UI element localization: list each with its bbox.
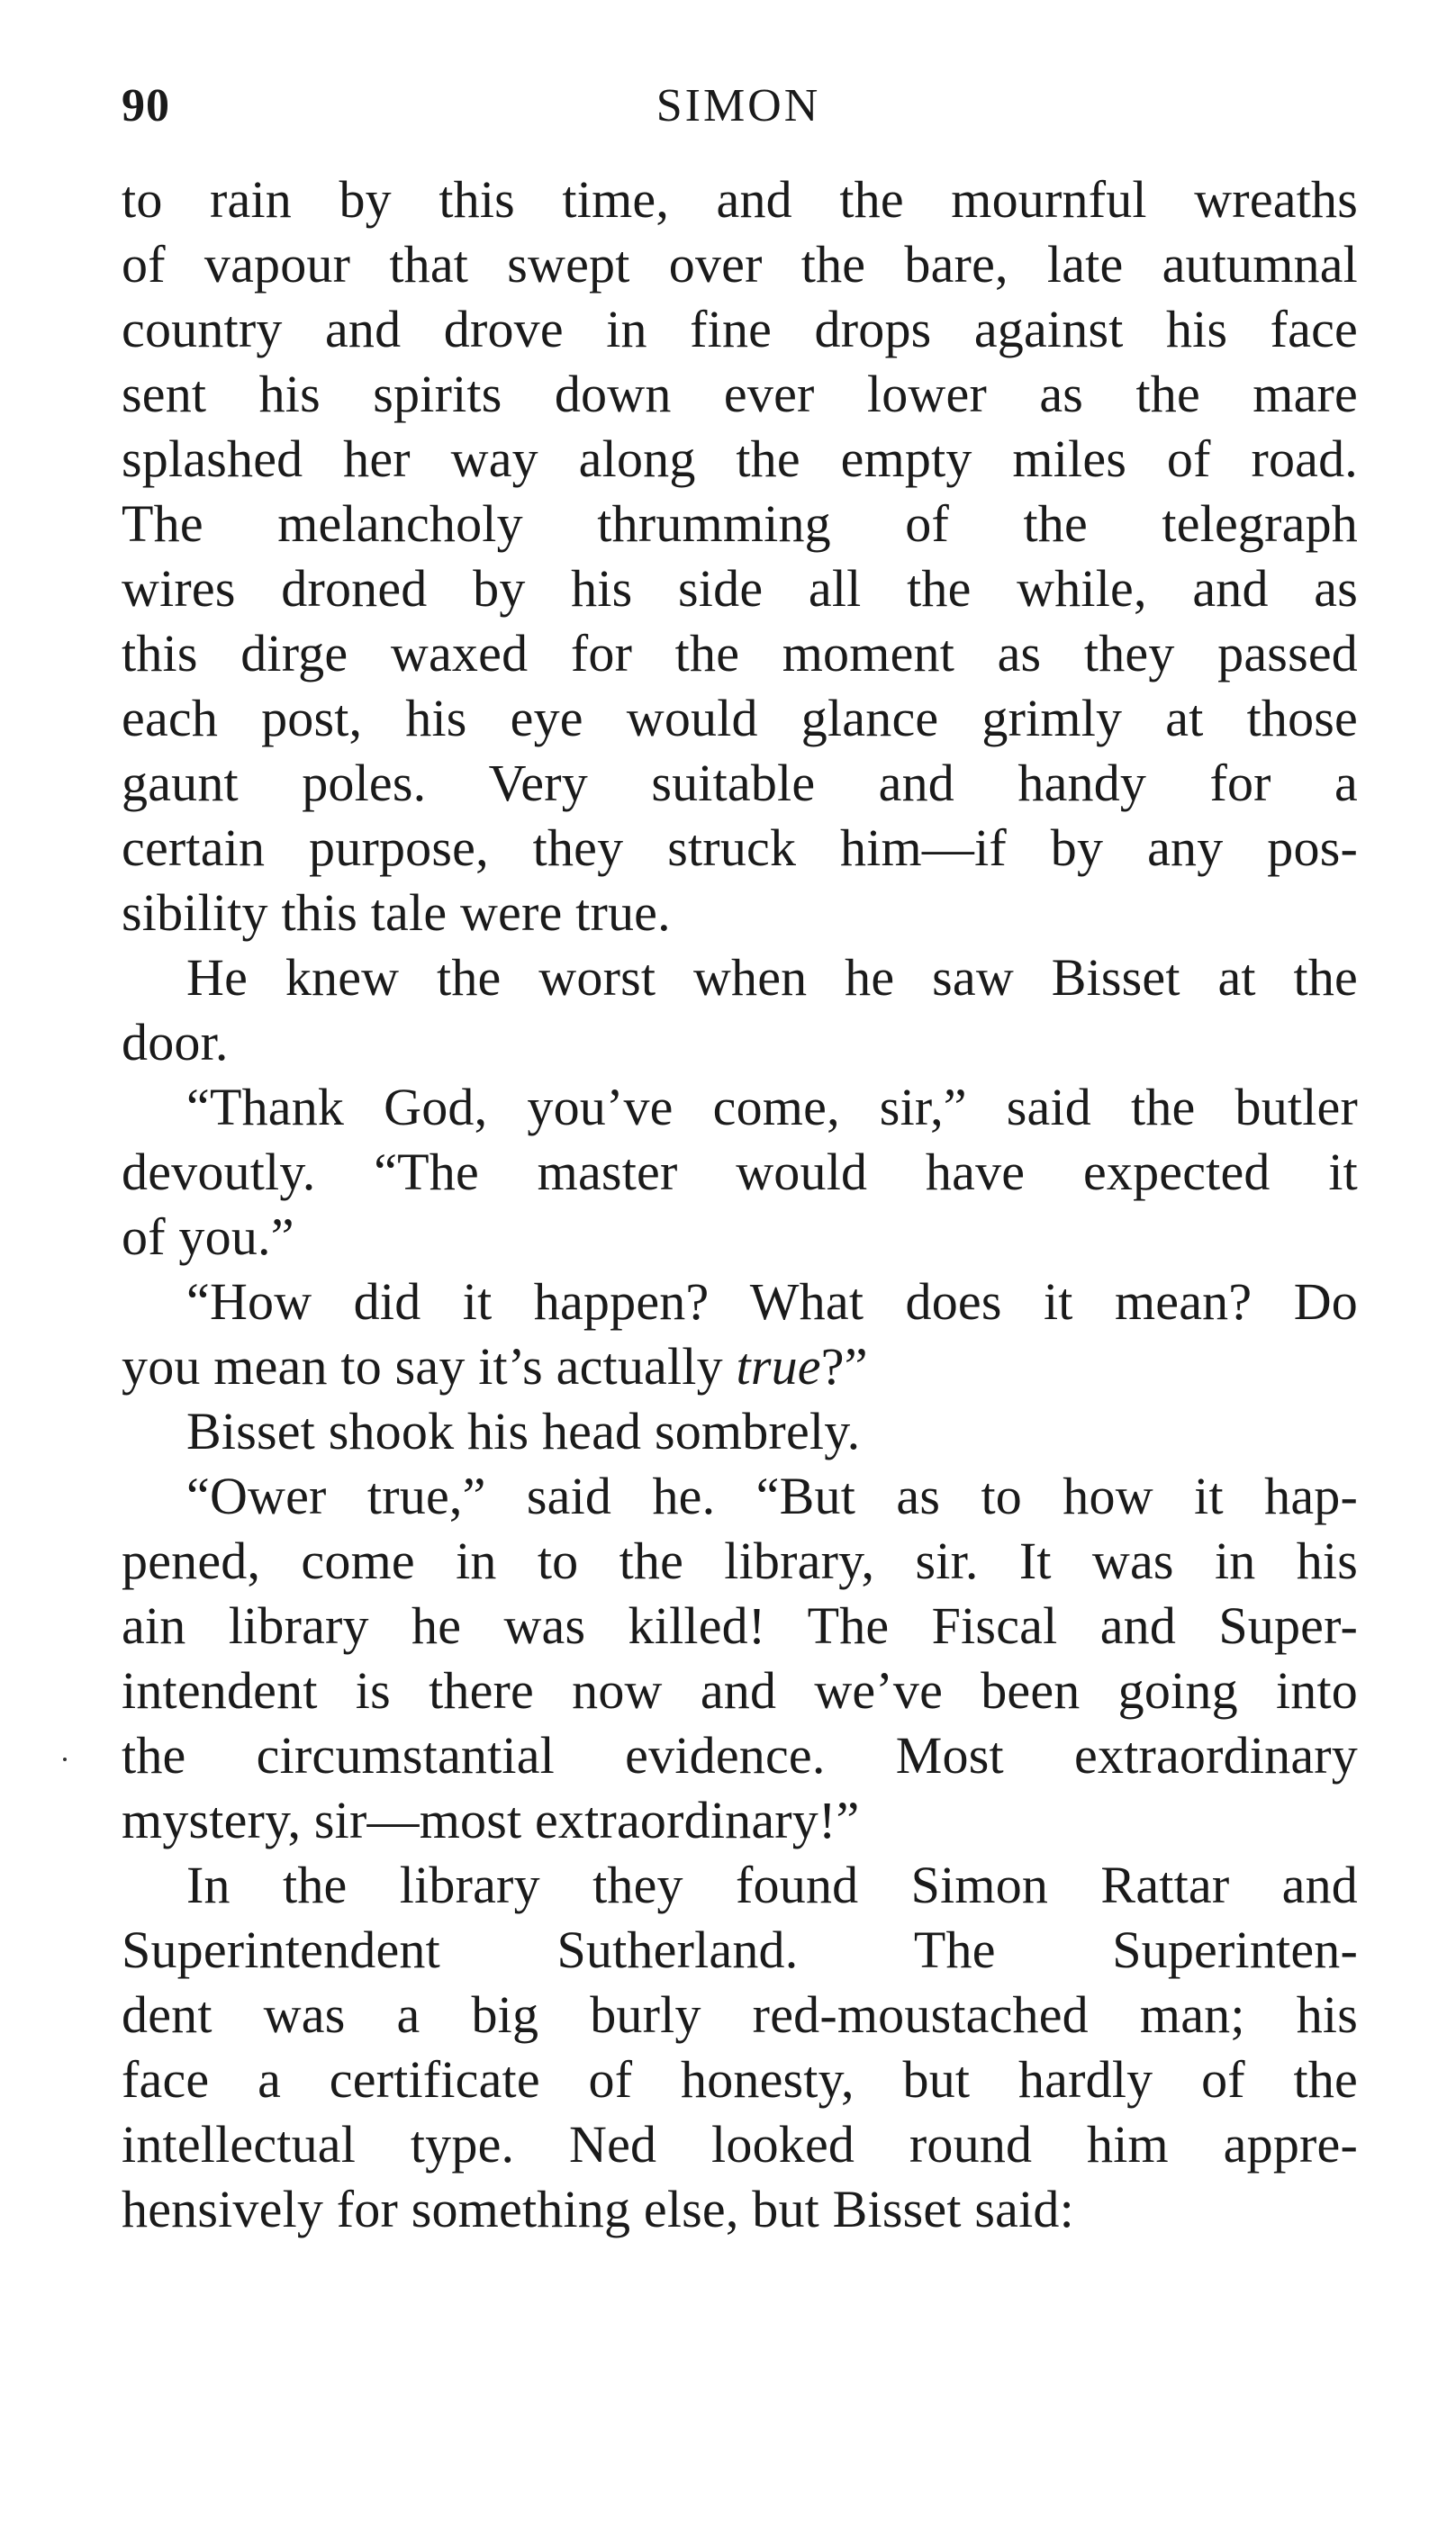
paragraph-end-line: of you.”	[122, 1207, 294, 1266]
text-line: of vapour that swept over the bare, late autumnal	[122, 235, 1358, 294]
emphasized-word: true	[736, 1337, 821, 1396]
paragraph-start-line: “Thank God, you’ve come, sir,” said the butler	[186, 1078, 1358, 1136]
text-line: splashed her way along the empty miles of road.	[122, 429, 1358, 488]
line-text-before: you mean to say it’s actually	[122, 1337, 737, 1396]
text-line: to rain by this time, and the mournful wreaths	[122, 170, 1358, 229]
paragraph-end-line	[122, 1334, 1358, 1399]
text-line: country and drove in fine drops against his face	[122, 300, 1358, 358]
paragraph-line: Bisset shook his head sombrely.	[186, 1402, 861, 1460]
stray-ink-mark	[63, 1758, 67, 1761]
text-line: The melancholy thrumming of the telegraph	[122, 494, 1358, 553]
running-head	[122, 79, 1355, 142]
text-line: dent was a big burly red-moustached man; his	[122, 1985, 1358, 2044]
text-line: the circumstantial evidence. Most extraordinary	[122, 1726, 1358, 1785]
text-line: wires droned by his side all the while, and as	[122, 559, 1358, 618]
paragraph-start-line: “How did it happen? What does it mean? Do	[186, 1272, 1358, 1331]
paragraph-start-line: In the library they found Simon Rattar and	[186, 1856, 1358, 1914]
text-line: gaunt poles. Very suitable and handy for a	[122, 754, 1358, 812]
text-line: ain library he was killed! The Fiscal and Super-	[122, 1596, 1358, 1655]
text-line: Superintendent Sutherland. The Superinten-	[122, 1921, 1358, 1979]
text-line: certain purpose, they struck him—if by any pos-	[122, 818, 1358, 877]
text-line: intendent is there now and we’ve been going into	[122, 1661, 1358, 1720]
text-line: face a certificate of honesty, but hardly of the	[122, 2050, 1358, 2109]
body-text	[122, 167, 1358, 2242]
paragraph-end-line: door.	[122, 1013, 229, 1071]
page-number: 90	[122, 80, 170, 131]
paragraph-start-line: “Ower true,” said he. “But as to how it hap-	[186, 1467, 1358, 1525]
text-line: hensively for something else, but Bisset said:	[122, 2180, 1074, 2238]
text-line: devoutly. “The master would have expected it	[122, 1143, 1358, 1201]
paragraph-end-line: mystery, sir—most extraordinary!”	[122, 1791, 860, 1849]
text-line: sent his spirits down ever lower as the mare	[122, 365, 1358, 423]
text-line: pened, come in to the library, sir. It was in his	[122, 1532, 1358, 1590]
text-line: intellectual type. Ned looked round him appre-	[122, 2115, 1358, 2174]
text-line: each post, his eye would glance grimly at those	[122, 689, 1358, 747]
paragraph-start-line: He knew the worst when he saw Bisset at the	[186, 948, 1358, 1007]
text-line: this dirge waxed for the moment as they passed	[122, 624, 1358, 682]
paragraph-end-line: sibility this tale were true.	[122, 883, 671, 942]
line-text-after: ?”	[820, 1337, 868, 1396]
running-title: SIMON	[656, 80, 821, 131]
